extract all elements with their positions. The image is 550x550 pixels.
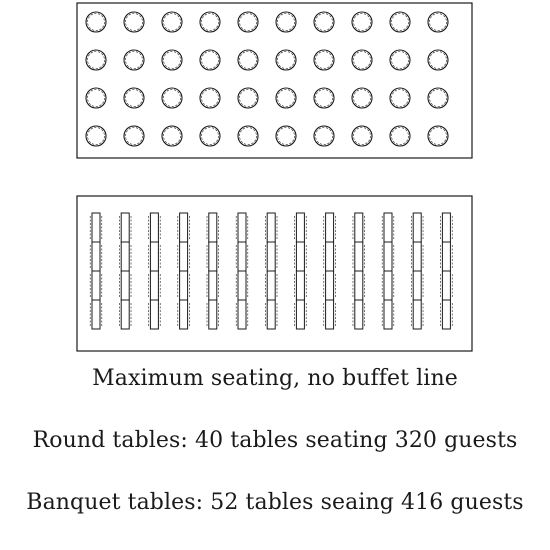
round-tables-summary: Round tables: 40 tables seating 320 guests [32,428,518,453]
banquet-table [382,271,394,300]
round-table [276,12,296,32]
round-table [390,50,410,70]
banquet-table [441,271,453,300]
round-table [428,12,448,32]
banquet-table [411,300,423,329]
round-table [200,12,220,32]
banquet-table [353,213,365,242]
banquet-table [441,300,453,329]
banquet-table [295,271,307,300]
banquet-table [265,271,277,300]
banquet-table [265,242,277,271]
round-table [314,88,334,108]
banquet-table [236,300,248,329]
banquet-table [90,271,102,300]
banquet-table [353,271,365,300]
round-table [276,126,296,146]
round-table [314,50,334,70]
round-table [238,126,258,146]
banquet-table [324,242,336,271]
banquet-table [411,213,423,242]
banquet-table [236,242,248,271]
diagram-title: Maximum seating, no buffet line [92,366,458,391]
round-table [352,12,372,32]
round-table [86,12,106,32]
banquet-table [149,300,161,329]
round-tables-room [77,3,472,158]
banquet-table [236,213,248,242]
round-table [200,88,220,108]
banquet-table [353,300,365,329]
banquet-table [90,300,102,329]
banquet-table [90,242,102,271]
banquet-table [178,271,190,300]
banquet-table [149,242,161,271]
round-table [162,12,182,32]
banquet-table [119,242,131,271]
round-table [428,50,448,70]
round-table [276,50,296,70]
banquet-table [178,242,190,271]
banquet-tables-summary: Banquet tables: 52 tables seaing 416 guests [26,490,524,515]
banquet-table [295,242,307,271]
round-table [390,12,410,32]
banquet-table [324,300,336,329]
round-table [314,126,334,146]
banquet-table [207,242,219,271]
round-table [276,88,296,108]
banquet-table [295,213,307,242]
round-table [352,50,372,70]
round-table [428,88,448,108]
round-table [200,50,220,70]
round-table [238,12,258,32]
round-table [162,88,182,108]
banquet-table [178,300,190,329]
round-table [86,88,106,108]
banquet-table [441,213,453,242]
banquet-table [353,242,365,271]
round-table [238,50,258,70]
banquet-tables-room [77,196,472,351]
banquet-table [207,213,219,242]
banquet-table [324,213,336,242]
banquet-table [119,213,131,242]
round-table [124,126,144,146]
round-table [390,88,410,108]
banquet-table [411,271,423,300]
round-table [86,50,106,70]
banquet-table [411,242,423,271]
round-room-outline [77,3,472,158]
banquet-table [382,242,394,271]
banquet-table [119,300,131,329]
banquet-table [236,271,248,300]
banquet-table [265,213,277,242]
round-table [86,126,106,146]
round-table [124,12,144,32]
round-table [352,88,372,108]
round-table [162,50,182,70]
round-table [124,88,144,108]
banquet-table [324,271,336,300]
banquet-table [90,213,102,242]
round-table [390,126,410,146]
banquet-table [207,300,219,329]
round-table [238,88,258,108]
banquet-table [382,213,394,242]
round-table [162,126,182,146]
banquet-table [149,213,161,242]
banquet-table [265,300,277,329]
round-table [352,126,372,146]
banquet-table [207,271,219,300]
round-table [124,50,144,70]
round-table [200,126,220,146]
banquet-table [295,300,307,329]
banquet-table [441,242,453,271]
round-table [314,12,334,32]
banquet-table [119,271,131,300]
round-table [428,126,448,146]
banquet-table [178,213,190,242]
banquet-table [149,271,161,300]
banquet-table [382,300,394,329]
